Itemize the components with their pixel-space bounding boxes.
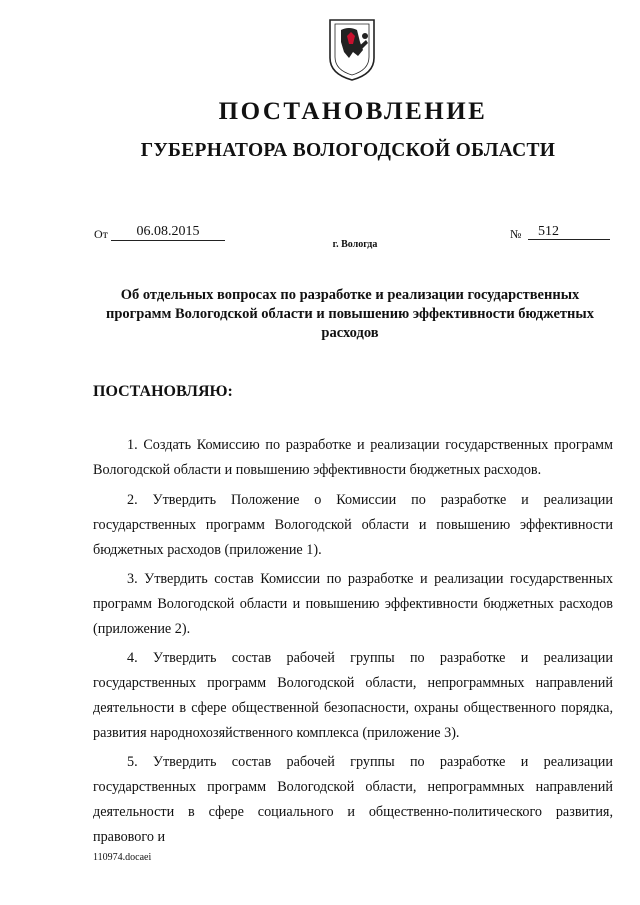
paragraph-2: 2. Утвердить Положение о Комиссии по разработке и реализации государственных программ Вологодской области и повышению эффективности бюджетных расходов (приложение 1). [93, 492, 613, 558]
paragraph-4: 4. Утвердить состав рабочей группы по разработке и реализации государственных программ Вологодской области, непрограммных направлений деятельности в сфере общественной безопасности, охраны общественного порядка, развития народнохозяйственного комплекса (приложение 3). [93, 650, 613, 741]
document-title: ПОСТАНОВЛЕНИЕ [218, 98, 488, 125]
document-subject: Об отдельных вопросах по разработке и реализации государственных программ Вологодской области и повышению эффективности бюджетных расходов [106, 287, 594, 341]
document-date: 06.08.2015 [111, 224, 225, 241]
paragraph-1: 1. Создать Комиссию по разработке и реализации государственных программ Вологодской области и повышению эффективности бюджетных расходов. [93, 437, 613, 478]
coat-of-arms-icon [327, 18, 377, 82]
issuer-title: ГУБЕРНАТОРА ВОЛОГОДСКОЙ ОБЛАСТИ [140, 140, 556, 161]
document-number: 512 [528, 224, 610, 240]
date-label: От [94, 227, 108, 241]
decree-heading: ПОСТАНОВЛЯЮ: [93, 383, 233, 400]
paragraph-3: 3. Утвердить состав Комиссии по разработке и реализации государственных программ Вологодской области и повышению эффективности бюджетных расходов (приложение 2). [93, 571, 613, 637]
paragraph-5: 5. Утвердить состав рабочей группы по разработке и реализации государственных программ Вологодской области, непрограммных направлений деятельности в сфере социального и общественно-политического развития, правового и [93, 754, 613, 845]
city: г. Вологда [332, 239, 378, 250]
number-label: № [510, 227, 522, 241]
file-reference: 110974.docaei [93, 852, 152, 863]
